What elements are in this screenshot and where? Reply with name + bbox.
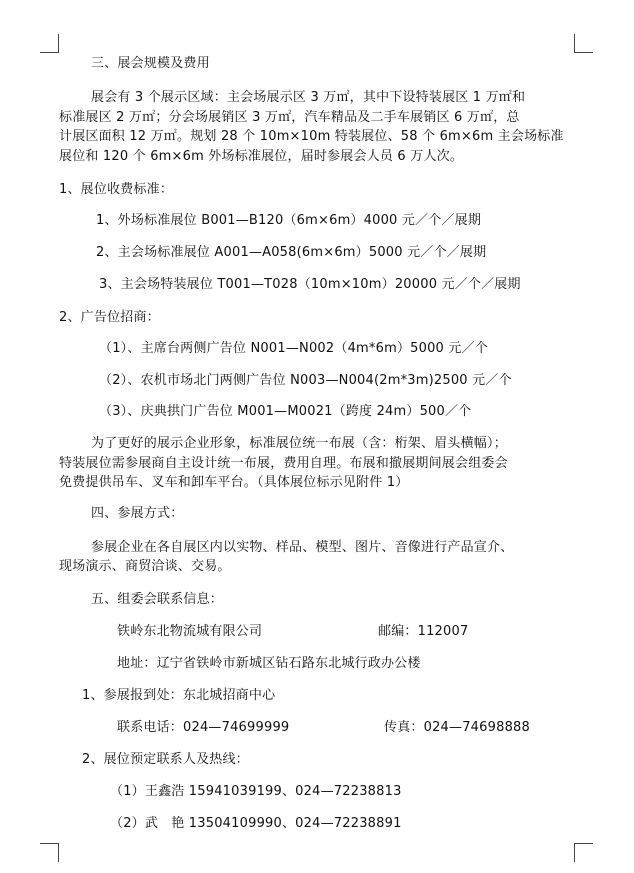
- postcode: 邮编：112007: [378, 624, 469, 639]
- paragraph-line: 现场演示、商贸洽谈、交易。: [59, 559, 231, 574]
- phone-number: 联系电话：024—74699999: [117, 720, 290, 735]
- corner-mark-top-right: [574, 34, 593, 53]
- address: 地址：辽宁省铁岭市新城区钻石路东北城行政办公楼: [117, 656, 421, 671]
- subsection-heading: 2、广告位招商：: [59, 310, 160, 325]
- paragraph-line: 展会有 3 个展示区域：主会场展示区 3 万㎡，其中下设特装展区 1 万㎡和: [91, 90, 526, 105]
- list-item: （2）、农机市场北门两侧广告位 N003—N004(2m*3m)2500 元／个: [99, 373, 512, 388]
- paragraph-line: 标准展区 2 万㎡；分会场展销区 3 万㎡，汽车精品及二手车展销区 6 万㎡，总: [59, 110, 520, 125]
- contact-line: （2）武 艳 13504109990、024—72238891: [110, 816, 402, 831]
- paragraph-line: 特装展位需参展商自主设计统一布展，费用自理。布展和撤展期间展会组委会: [59, 456, 508, 471]
- subsection-heading: 1、展位收费标准：: [59, 182, 174, 197]
- section-heading: 三、展会规模及费用: [91, 56, 210, 71]
- list-item: （1）、主席台两侧广告位 N001—N002（4m*6m）5000 元／个: [99, 341, 488, 356]
- list-item: （3）、庆典拱门广告位 M001—M0021（跨度 24m）500／个: [99, 404, 472, 419]
- paragraph-line: 展位和 120 个 6m×6m 外场标准展位，届时参展会人员 6 万人次。: [59, 149, 464, 164]
- section-heading: 四、参展方式：: [91, 506, 184, 521]
- list-item: 1、外场标准展位 B001—B120（6m×6m）4000 元／个／展期: [96, 213, 482, 228]
- subsection-heading: 1、参展报到处：东北城招商中心: [82, 688, 276, 703]
- list-item: 3、主会场特装展位 T001—T028（10m×10m）20000 元／个／展期: [99, 277, 521, 292]
- corner-mark-top-left: [40, 34, 59, 53]
- contact-line: （1）王鑫浩 15941039199、024—72238813: [110, 784, 402, 799]
- list-item: 2、主会场标准展位 A001—A058(6m×6m）5000 元／个／展期: [96, 245, 487, 260]
- subsection-heading: 2、展位预定联系人及热线：: [82, 752, 249, 767]
- paragraph-line: 计展区面积 12 万㎡。规划 28 个 10m×10m 特装展位、58 个 6m×6m 主会场标准: [59, 129, 564, 144]
- section-heading: 五、组委会联系信息：: [91, 592, 224, 607]
- company-name: 铁岭东北物流城有限公司: [117, 624, 263, 639]
- fax-number: 传真：024—74698888: [384, 720, 530, 735]
- paragraph-line: 免费提供吊车、叉车和卸车平台。（具体展位标示见附件 1）: [59, 475, 409, 490]
- paragraph-line: 参展企业在各自展区内以实物、样品、模型、图片、音像进行产品宣介、: [91, 540, 514, 555]
- paragraph-line: 为了更好的展示企业形象，标准展位统一布展（含：桁架、眉头横幅）；: [91, 436, 507, 451]
- corner-mark-bottom-left: [40, 843, 59, 862]
- corner-mark-bottom-right: [574, 843, 593, 862]
